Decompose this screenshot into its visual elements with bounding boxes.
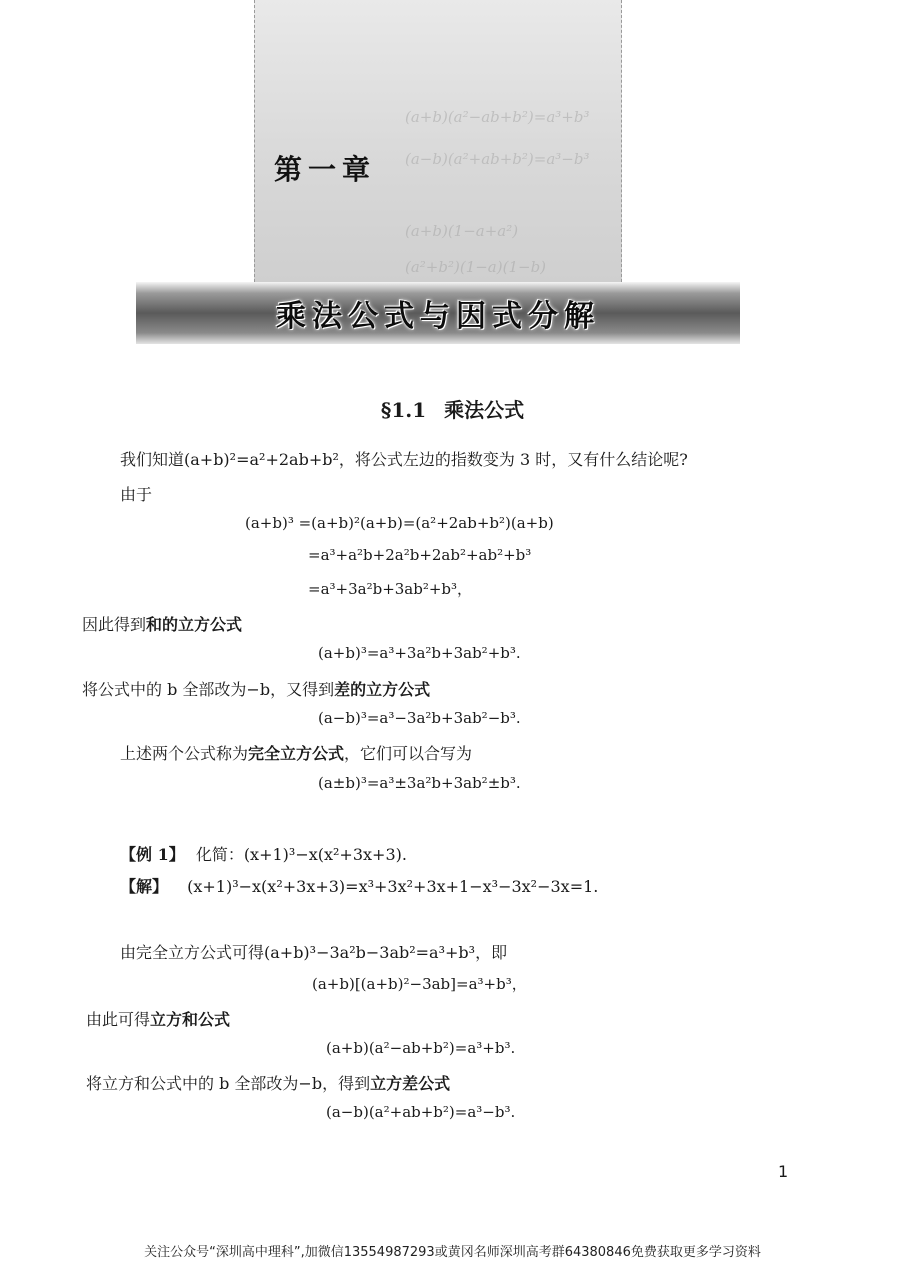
- chapter-title-banner: [136, 282, 740, 344]
- combined-formula: (a±b)³=a³±3a²b+3ab²±b³.: [318, 774, 521, 792]
- diff-cube-intro: [82, 677, 430, 700]
- sum-cube-intro: [82, 612, 242, 635]
- diff-of-cubes-pre: 将立方和公式中的 b 全部改为−b，得到: [86, 1074, 371, 1093]
- diff-of-cubes-keyword: 立方差公式: [370, 1074, 451, 1093]
- example-1: [120, 842, 407, 865]
- example-1-solution: [120, 874, 598, 897]
- diff-of-cubes-intro: [86, 1071, 450, 1094]
- sum-cube-pre: 因此得到: [82, 615, 147, 634]
- combined-intro: [120, 741, 472, 764]
- sum-of-cubes-line: 由完全立方公式可得(a+b)³−3a²b−3ab²=a³+b³，即: [120, 943, 508, 962]
- example-tag: 【例 1】: [120, 845, 185, 864]
- sum-of-cubes-keyword: 立方和公式: [150, 1010, 231, 1029]
- diff-cube-keyword: 差的立方公式: [334, 680, 431, 699]
- bleed-through-text: (a²+b²)(1−a)(1−b): [405, 258, 547, 276]
- combined-keyword: 完全立方公式: [248, 744, 345, 763]
- chapter-header-panel: [254, 0, 622, 282]
- section-title: 乘法公式: [444, 398, 525, 422]
- derivation-row: =a³+a²b+2a²b+2ab²+ab²+b³: [308, 546, 532, 564]
- intro-line: 由于: [120, 485, 153, 504]
- sum-of-cubes-pre: 由此可得: [86, 1010, 151, 1029]
- sum-of-cubes-formula: (a+b)(a²−ab+b²)=a³+b³.: [326, 1039, 516, 1057]
- page-number: 1: [778, 1162, 789, 1181]
- solution-tag: 【解】: [120, 877, 169, 896]
- diff-cube-formula: (a−b)³=a³−3a²b+3ab²−b³.: [318, 709, 521, 727]
- chapter-title: 乘法公式与因式分解: [276, 299, 600, 334]
- derivation-row: =a³+3a²b+3ab²+b³，: [308, 580, 473, 598]
- combined-pre: 上述两个公式称为: [120, 744, 249, 763]
- sum-of-cubes-intro: [86, 1007, 230, 1030]
- bleed-through-text: (a+b)(a²−ab+b²)=a³+b³: [405, 108, 590, 126]
- sum-of-cubes-line: (a+b)[(a+b)²−3ab]=a³+b³，: [312, 975, 527, 993]
- diff-cube-pre: 将公式中的 b 全部改为−b，又得到: [82, 680, 335, 699]
- example-problem: 化简：(x+1)³−x(x²+3x+3).: [195, 845, 407, 864]
- section-heading: [0, 394, 905, 423]
- chapter-label: 第一章: [274, 153, 377, 186]
- bleed-through-text: (a−b)(a²+ab+b²)=a³−b³: [405, 150, 590, 168]
- solution-text: (x+1)³−x(x²+3x+3)=x³+3x²+3x+1−x³−3x²−3x=1.: [187, 877, 599, 896]
- combined-post: ，它们可以合写为: [344, 744, 473, 763]
- diff-of-cubes-formula: (a−b)(a²+ab+b²)=a³−b³.: [326, 1103, 516, 1121]
- section-number: §1.1: [380, 398, 427, 422]
- footer-note: 关注公众号“深圳高中理科”,加微信13554987293或黄冈名师深圳高考群64380846免费获取更多学习资料: [144, 1245, 761, 1260]
- bleed-through-text: (a+b)(1−a+a²): [405, 222, 519, 240]
- sum-cube-formula: (a+b)³=a³+3a²b+3ab²+b³.: [318, 644, 521, 662]
- sum-cube-keyword: 和的立方公式: [146, 615, 243, 634]
- intro-line: 我们知道(a+b)²=a²+2ab+b²，将公式左边的指数变为 3 时，又有什么结论呢?: [120, 450, 688, 469]
- derivation-row: (a+b)³ =(a+b)²(a+b)=(a²+2ab+b²)(a+b): [245, 514, 554, 532]
